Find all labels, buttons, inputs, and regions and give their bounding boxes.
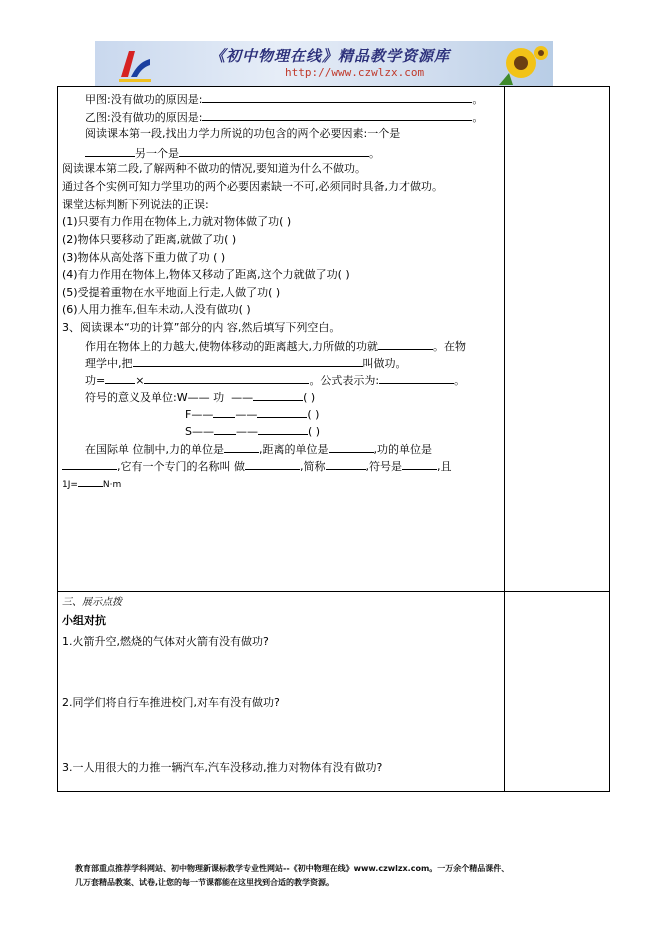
line-another: 另一个是 。 — [85, 145, 380, 161]
line-yi: 乙图:没有做功的原因是: 。 — [85, 111, 484, 124]
question-2: 2.同学们将自行车推进校门,对车有没有做功? — [62, 696, 280, 709]
header-banner — [95, 41, 553, 86]
judge-q3: (3)物体从高处落下重力做了功 ( ) — [62, 251, 226, 264]
line-formula: 功= × 。公式表示为: 。 — [85, 374, 466, 387]
section3-notes-cell — [504, 592, 609, 792]
line-definition: 理学中,把 叫做功。 — [85, 357, 407, 370]
judge-q5: (5)受提着重物在水平地面上行走,人做了功( ) — [62, 286, 281, 299]
line-symbol-w: 符号的意义及单位:W—— 功 —— ( ) — [85, 391, 316, 404]
line-read3: 3、阅读课本“功的计算”部分的内 容,然后填写下列空白。 — [62, 321, 341, 334]
notes-cell — [504, 87, 609, 592]
sunflower-icon — [479, 43, 549, 85]
line-symbol-s: S—— —— ( ) — [185, 425, 321, 438]
line-force-distance: 作用在物体上的力越大,使物体移动的距离越大,力所做的功就 。在物 — [85, 340, 466, 353]
question-3: 3.一人用很大的力推一辆汽车,汽车没移动,推力对物体有没有做功? — [62, 761, 383, 774]
footer-line-1: 教育部重点推荐学科网站、初中物理新课标教学专业性网站--《初中物理在线》www.czwlzx.com。一万余个精品课件、 — [75, 864, 510, 873]
banner-title: 《初中物理在线》精品教学资源库 — [210, 47, 451, 65]
judge-q2: (2)物体只要移动了距离,就做了功( ) — [62, 233, 237, 246]
line-judge: 课堂达标判断下列说法的正误: — [62, 198, 209, 211]
footer-line-2: 几万套精品教案、试卷,让您的每一节课都能在这里找到合适的教学资源。 — [75, 878, 335, 887]
question-1: 1.火箭升空,燃烧的气体对火箭有没有做功? — [62, 635, 269, 648]
line-units: 在国际单 位制中,力的单位是 ,距离的单位是 ,功的单位是 — [85, 443, 432, 456]
line-read2: 阅读课本第二段,了解两种不做功的情况,要知道为什么不做功。 — [62, 162, 366, 175]
logo-icon — [115, 45, 153, 83]
line-symbol-f: F—— —— ( ) — [185, 408, 320, 421]
line-joule: ,它有一个专门的名称叫 做 ,简称 ,符号是 ,且 — [62, 458, 452, 474]
line-conclusion: 通过各个实例可知力学里功的两个必要因素缺一不可,必须同时具备,力才做功。 — [62, 180, 443, 193]
section3-heading: 三、展示点拨 — [62, 597, 122, 608]
judge-q6: (6)人用力推车,但车未动,人没有做功( ) — [62, 303, 251, 316]
line-joule-def: 1J= N·m — [62, 475, 121, 492]
banner-url[interactable]: http://www.czwlzx.com — [285, 66, 425, 79]
section3-subheading: 小组对抗 — [62, 614, 106, 627]
line-jia: 甲图:没有做功的原因是: 。 — [85, 93, 484, 106]
judge-q1: (1)只要有力作用在物体上,力就对物体做了功( ) — [62, 215, 292, 228]
judge-q4: (4)有力作用在物体上,物体又移动了距离,这个力就做了功( ) — [62, 268, 350, 281]
line-read1: 阅读课本第一段,找出力学力所说的功包含的两个必要因素:一个是 — [85, 127, 401, 140]
